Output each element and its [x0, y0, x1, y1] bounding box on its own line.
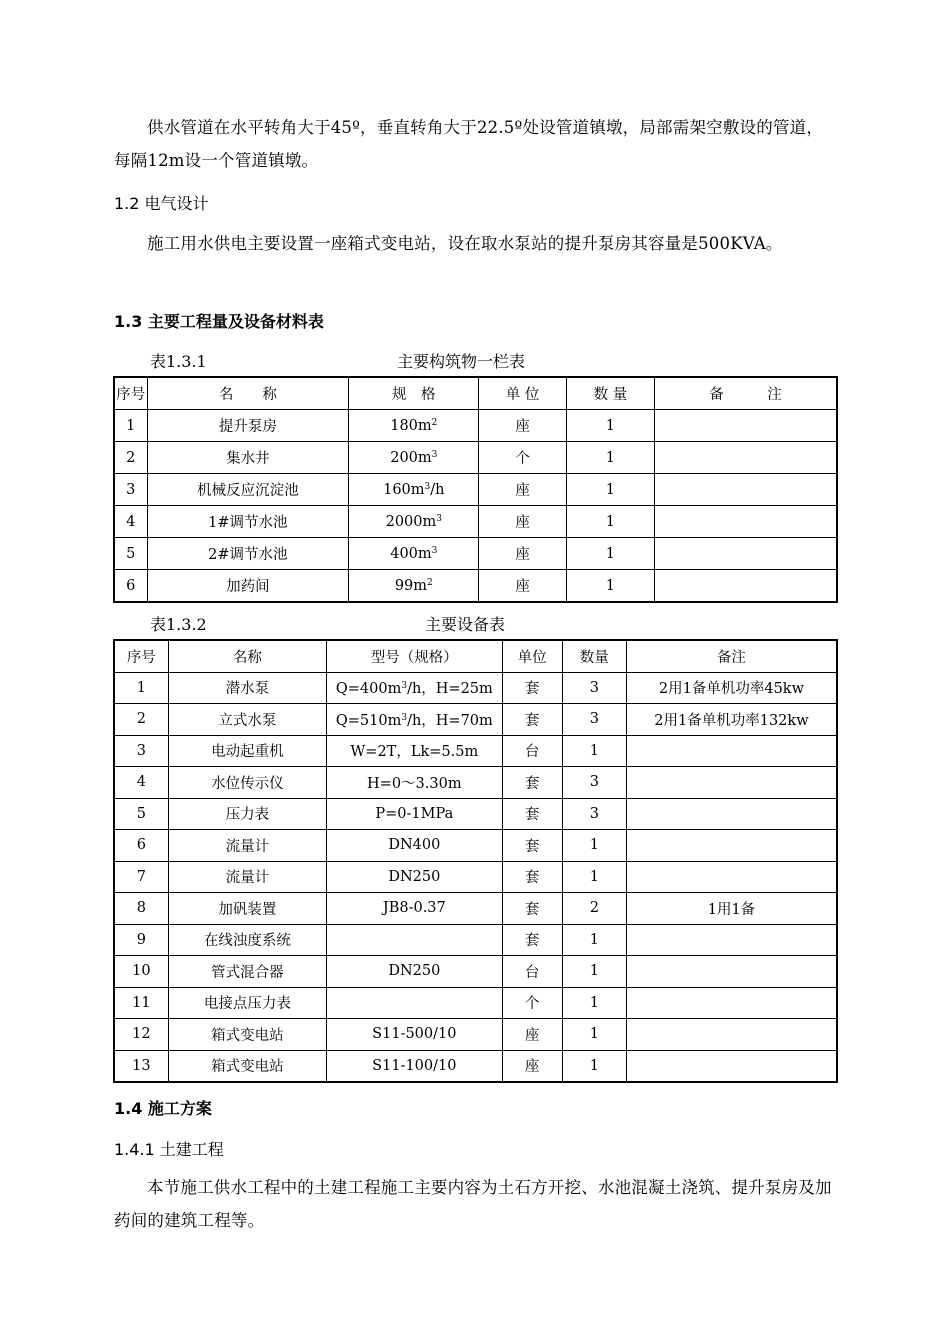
- spec-main: 99m: [394, 577, 428, 594]
- spec-main: S11-100/10: [372, 1057, 457, 1074]
- cell-note: [654, 474, 837, 506]
- spec-main: W=2T，Lk=5.5m: [350, 744, 479, 761]
- cell-unit: 座: [479, 570, 566, 603]
- intro-paragraph: 供水管道在水平转角大于45º，垂直转角大于22.5º处设管道镇墩，局部需架空敷设的管道，每隔12m设一个管道镇墩。: [114, 118, 824, 170]
- spec-main: DN250: [388, 868, 441, 885]
- spec-superscript: 3: [401, 712, 408, 723]
- cell-unit: 座: [479, 474, 566, 506]
- cell-spec: [327, 987, 502, 1019]
- table-row: [114, 506, 837, 538]
- cell-note: [626, 924, 837, 956]
- spec-main: Q=400m: [335, 681, 402, 698]
- cell-no: 8: [114, 893, 168, 925]
- cell-note: [626, 735, 837, 767]
- table-row: [114, 410, 837, 442]
- spec-superscript: 3: [424, 481, 431, 492]
- col-header-qty: 数 量: [566, 377, 654, 410]
- cell-name: 流量计: [168, 830, 326, 862]
- cell-unit: 台: [502, 956, 562, 988]
- table-row: [114, 474, 837, 506]
- col-header-spec: 型号（规格）: [327, 640, 502, 672]
- table-row: [114, 956, 837, 988]
- spec-superscript: 3: [431, 545, 438, 556]
- table1-label: 表1.3.1: [150, 352, 207, 371]
- spec-main: DN400: [388, 837, 441, 854]
- cell-qty: 1: [562, 735, 626, 767]
- cell-note: 1用1备: [626, 893, 837, 925]
- col-header-unit: 单位: [502, 640, 562, 672]
- table-row: [114, 798, 837, 830]
- cell-qty: 1: [562, 956, 626, 988]
- cell-unit: 套: [502, 893, 562, 925]
- cell-no: 3: [114, 735, 168, 767]
- cell-no: 4: [114, 767, 168, 799]
- cell-spec: [327, 956, 502, 988]
- table2-title: 主要设备表: [425, 615, 506, 634]
- spec-main: P=0-1MPa: [375, 805, 454, 822]
- cell-unit: 座: [502, 1019, 562, 1051]
- spec-superscript: 2: [427, 577, 433, 588]
- cell-spec: [327, 798, 502, 830]
- cell-note: [654, 410, 837, 442]
- cell-note: 2用1备单机功率132kw: [626, 704, 837, 736]
- cell-spec: [327, 861, 502, 893]
- cell-qty: 1: [562, 861, 626, 893]
- cell-unit: 套: [502, 924, 562, 956]
- cell-note: [654, 570, 837, 603]
- cell-name: 立式水泵: [168, 704, 326, 736]
- cell-no: 1: [114, 672, 168, 704]
- cell-qty: 3: [562, 672, 626, 704]
- cell-name: 电接点压力表: [168, 987, 326, 1019]
- spec-tail: /h: [430, 481, 445, 498]
- table-row: [114, 538, 837, 570]
- col-header-spec: 规 格: [349, 377, 479, 410]
- cell-no: 4: [114, 506, 147, 538]
- cell-spec: [327, 830, 502, 862]
- cell-name: 1#调节水池: [147, 506, 349, 538]
- col-header-unit: 单 位: [479, 377, 566, 410]
- cell-no: 2: [114, 704, 168, 736]
- cell-qty: 1: [566, 474, 654, 506]
- cell-spec: [349, 506, 479, 538]
- table-row: [114, 735, 837, 767]
- cell-qty: 1: [566, 410, 654, 442]
- cell-name: 2#调节水池: [147, 538, 349, 570]
- cell-qty: 3: [562, 704, 626, 736]
- cell-qty: 1: [566, 538, 654, 570]
- cell-spec: [327, 893, 502, 925]
- cell-unit: 套: [502, 830, 562, 862]
- table-row: [114, 570, 837, 603]
- col-header-no: 序号: [114, 377, 147, 410]
- cell-spec: [349, 410, 479, 442]
- cell-qty: 2: [562, 893, 626, 925]
- table-row: [114, 830, 837, 862]
- spec-main: 180m: [390, 417, 432, 434]
- cell-no: 11: [114, 987, 168, 1019]
- cell-no: 3: [114, 474, 147, 506]
- cell-note: [626, 1050, 837, 1082]
- table-row: [114, 767, 837, 799]
- cell-qty: 1: [566, 506, 654, 538]
- section-1-2-paragraph: 施工用水供电主要设置一座箱式变电站，设在取水泵站的提升泵房其容量是500KVA。: [147, 234, 783, 253]
- cell-name: 机械反应沉淀池: [147, 474, 349, 506]
- cell-note: [654, 538, 837, 570]
- cell-name: 加矾装置: [168, 893, 326, 925]
- cell-no: 2: [114, 442, 147, 474]
- cell-unit: 套: [502, 672, 562, 704]
- cell-name: 流量计: [168, 861, 326, 893]
- cell-note: 2用1备单机功率45kw: [626, 672, 837, 704]
- col-header-note: 备注: [626, 640, 837, 672]
- table-row: [114, 1019, 837, 1051]
- cell-spec: [327, 704, 502, 736]
- cell-note: [626, 767, 837, 799]
- table-row: [114, 893, 837, 925]
- cell-name: 提升泵房: [147, 410, 349, 442]
- cell-note: [626, 956, 837, 988]
- cell-unit: 个: [502, 987, 562, 1019]
- cell-name: 加药间: [147, 570, 349, 603]
- cell-name: 箱式变电站: [168, 1050, 326, 1082]
- cell-no: 5: [114, 798, 168, 830]
- table-row: [114, 924, 837, 956]
- cell-unit: 座: [479, 410, 566, 442]
- section-1-4-1-paragraph: 本节施工供水工程中的土建工程施工主要内容为土石方开挖、水池混凝土浇筑、提升泵房及加药间的建筑工程等。: [114, 1178, 832, 1230]
- col-header-no: 序号: [114, 640, 168, 672]
- cell-name: 潜水泵: [168, 672, 326, 704]
- cell-no: 13: [114, 1050, 168, 1082]
- cell-note: [654, 442, 837, 474]
- cell-qty: 3: [562, 798, 626, 830]
- table1-title: 主要构筑物一栏表: [397, 352, 526, 371]
- cell-name: 水位传示仪: [168, 767, 326, 799]
- cell-name: 压力表: [168, 798, 326, 830]
- cell-name: 箱式变电站: [168, 1019, 326, 1051]
- cell-note: [626, 830, 837, 862]
- table-row: [114, 987, 837, 1019]
- col-header-name: 名 称: [147, 377, 349, 410]
- cell-name: 集水井: [147, 442, 349, 474]
- spec-main: H=0～3.30m: [367, 775, 462, 792]
- table-row: [114, 672, 837, 704]
- spec-superscript: 3: [436, 513, 442, 524]
- cell-note: [654, 506, 837, 538]
- section-1-4-1-heading: 1.4.1 土建工程: [114, 1140, 224, 1159]
- col-header-name: 名称: [168, 640, 326, 672]
- table2-label: 表1.3.2: [150, 615, 207, 634]
- table-row: [114, 861, 837, 893]
- spec-superscript: 2: [431, 417, 438, 428]
- cell-note: [626, 1019, 837, 1051]
- spec-main: 400m: [390, 545, 432, 562]
- section-1-3-heading: 1.3 主要工程量及设备材料表: [114, 312, 324, 331]
- spec-main: 2000m: [385, 513, 437, 530]
- spec-main: S11-500/10: [372, 1026, 457, 1043]
- cell-qty: 3: [562, 767, 626, 799]
- cell-spec: [327, 924, 502, 956]
- cell-note: [626, 861, 837, 893]
- cell-spec: [349, 538, 479, 570]
- table-header-row: [114, 377, 837, 410]
- spec-tail: /h，H=25m: [407, 681, 493, 698]
- cell-qty: 1: [562, 987, 626, 1019]
- cell-no: 10: [114, 956, 168, 988]
- cell-spec: [327, 1019, 502, 1051]
- cell-qty: 1: [562, 830, 626, 862]
- cell-note: [626, 987, 837, 1019]
- table-row: [114, 1050, 837, 1082]
- col-header-note: 备 注: [654, 377, 837, 410]
- cell-unit: 座: [502, 1050, 562, 1082]
- cell-unit: 套: [502, 704, 562, 736]
- cell-no: 6: [114, 570, 147, 603]
- cell-unit: 套: [502, 861, 562, 893]
- cell-qty: 1: [562, 1050, 626, 1082]
- table-row: [114, 704, 837, 736]
- spec-main: Q=510m: [335, 712, 402, 729]
- cell-name: 电动起重机: [168, 735, 326, 767]
- table-row: [114, 442, 837, 474]
- cell-no: 9: [114, 924, 168, 956]
- structures-table: [113, 376, 838, 603]
- spec-main: DN250: [388, 963, 441, 980]
- cell-no: 12: [114, 1019, 168, 1051]
- spec-superscript: 3: [401, 681, 408, 692]
- cell-no: 7: [114, 861, 168, 893]
- cell-qty: 1: [566, 570, 654, 603]
- equipment-table: [113, 639, 838, 1083]
- cell-spec: [327, 672, 502, 704]
- cell-note: [626, 798, 837, 830]
- spec-main: JB8-0.37: [382, 900, 446, 917]
- cell-spec: [327, 767, 502, 799]
- cell-unit: 台: [502, 735, 562, 767]
- cell-spec: [349, 474, 479, 506]
- cell-spec: [327, 735, 502, 767]
- cell-spec: [349, 570, 479, 603]
- col-header-qty: 数量: [562, 640, 626, 672]
- cell-qty: 1: [566, 442, 654, 474]
- section-1-2-heading: 1.2 电气设计: [114, 194, 209, 213]
- cell-unit: 套: [502, 767, 562, 799]
- cell-name: 在线浊度系统: [168, 924, 326, 956]
- cell-spec: [327, 1050, 502, 1082]
- spec-tail: /h，H=70m: [407, 712, 493, 729]
- table-header-row: [114, 640, 837, 672]
- cell-unit: 套: [502, 798, 562, 830]
- cell-no: 1: [114, 410, 147, 442]
- cell-qty: 1: [562, 1019, 626, 1051]
- spec-main: 160m: [383, 481, 425, 498]
- cell-unit: 座: [479, 538, 566, 570]
- cell-name: 管式混合器: [168, 956, 326, 988]
- cell-qty: 1: [562, 924, 626, 956]
- cell-unit: 个: [479, 442, 566, 474]
- cell-no: 6: [114, 830, 168, 862]
- section-1-4-heading: 1.4 施工方案: [114, 1099, 212, 1118]
- spec-superscript: 3: [431, 449, 438, 460]
- spec-main: 200m: [390, 449, 432, 466]
- cell-spec: [349, 442, 479, 474]
- cell-no: 5: [114, 538, 147, 570]
- cell-unit: 座: [479, 506, 566, 538]
